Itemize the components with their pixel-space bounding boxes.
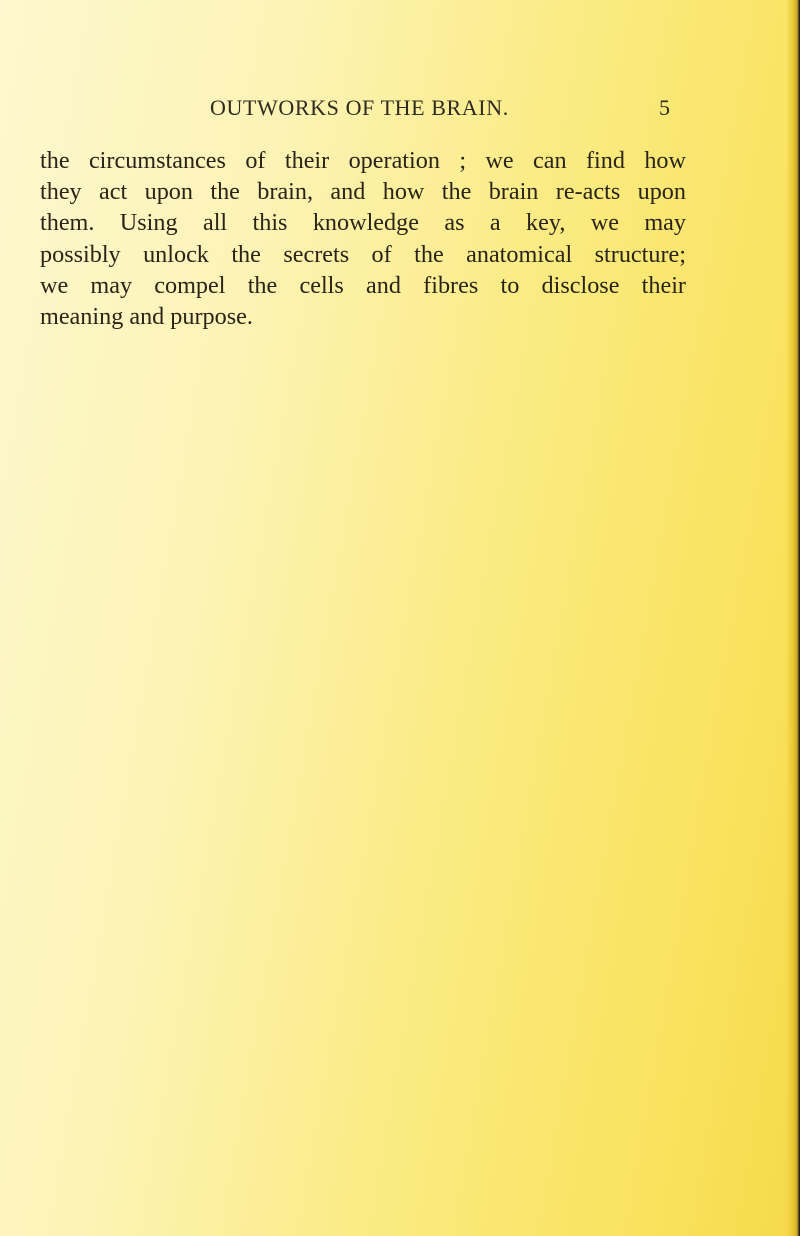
page-edge xyxy=(786,0,800,1236)
text-line: them. Using all this knowledge as a key, we may xyxy=(40,209,686,237)
text-line: we may compel the cells and fibres to disclose their xyxy=(40,271,686,299)
running-head xyxy=(0,95,800,125)
text-line: meaning and purpose. xyxy=(40,303,253,331)
text-line: they act upon the brain, and how the brain re-acts upon xyxy=(40,178,686,206)
body-paragraph xyxy=(40,145,686,332)
text-line: the circumstances of their operation ; we can find how xyxy=(40,147,686,174)
text-line: possibly unlock the secrets of the anatomical structure; xyxy=(40,240,686,268)
running-title: OUTWORKS OF THE BRAIN. xyxy=(210,95,509,120)
page-number: 5 xyxy=(659,95,670,120)
